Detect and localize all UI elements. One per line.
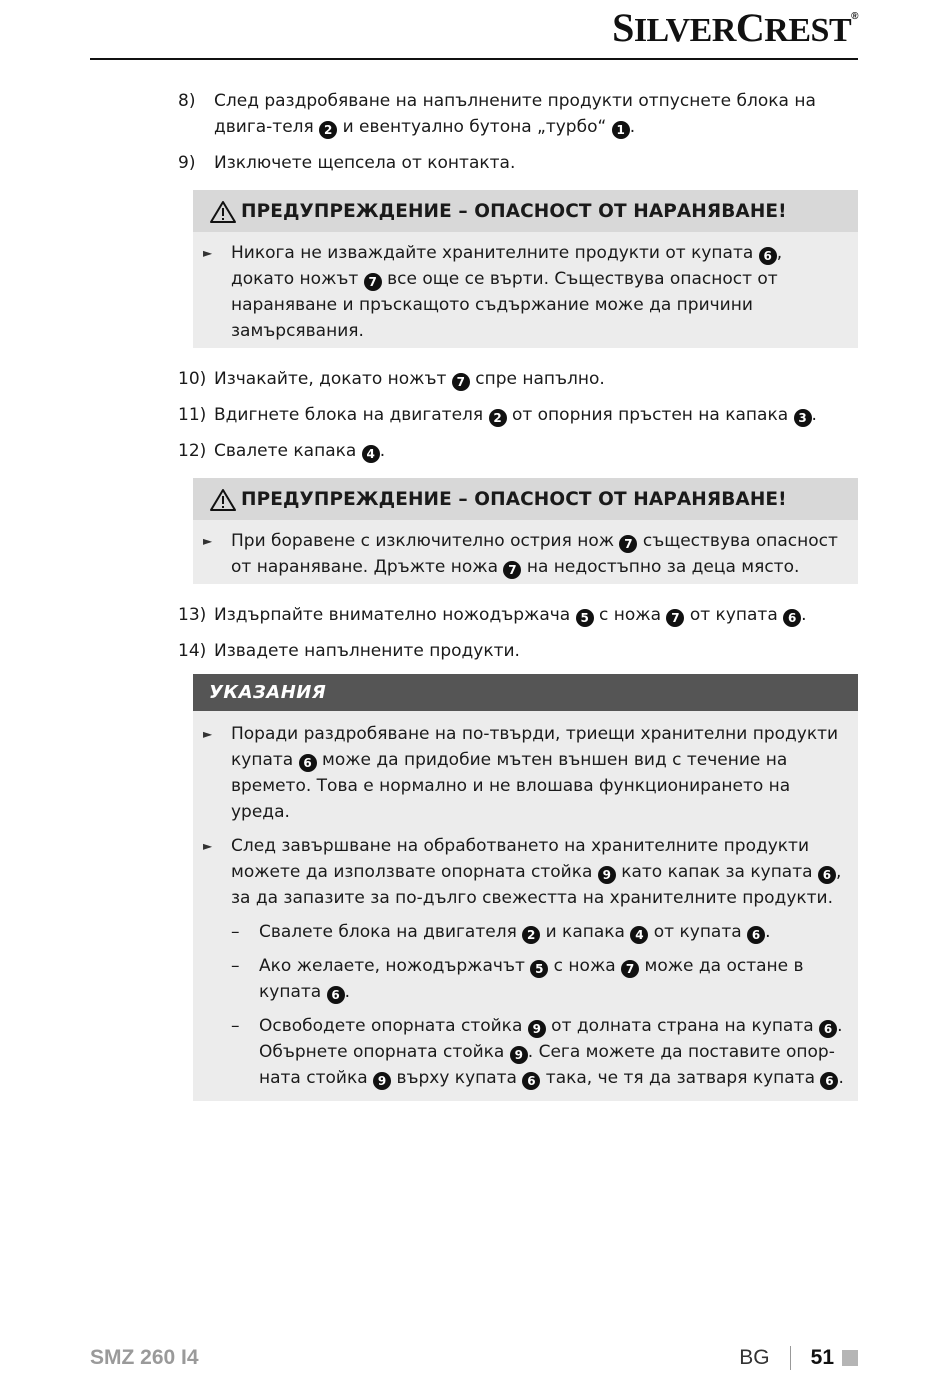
- step-text: Изключете щепсела от контакта.: [214, 153, 516, 173]
- warning-box: [193, 478, 858, 584]
- callout-7: 7: [503, 561, 521, 579]
- note-bullet: ► След завършване на обработването на хранителните продукти можете да използвате опорната стойка 9 като капак за купата 6 , за да запазите за по-дълго свежестта на хранителните продукти.: [193, 829, 858, 915]
- callout-7: 7: [452, 373, 470, 391]
- footer-language: BG: [739, 1346, 770, 1369]
- step-14: [178, 638, 858, 664]
- note-subitem: – Ако желаете, ножодържачът 5 с ножа 7 може да остане в купата 6 .: [193, 949, 858, 1009]
- footer-separator: [790, 1346, 791, 1370]
- callout-4: 4: [362, 445, 380, 463]
- step-text: Свалете капака 4 .: [214, 441, 386, 461]
- arrow-bullet-icon: ►: [203, 246, 213, 260]
- step-number: 14): [178, 641, 207, 661]
- callout-9: 9: [373, 1072, 391, 1090]
- warning-heading: ПРЕДУПРЕЖДЕНИЕ – ОПАСНОСТ ОТ НАРАНЯВАНЕ!: [193, 190, 858, 232]
- callout-6: 6: [783, 609, 801, 627]
- callout-6: 6: [327, 986, 345, 1004]
- step-text: Извадете напълнените продукти.: [214, 641, 520, 661]
- dash-bullet: –: [231, 922, 240, 942]
- note-subitem: – Освободете опорната стойка 9 от долната страна на купата 6 . Обърнете опорната стойка 9 . Сега можете да поставите опор-ната стойка 9 върху купата 6 така, че тя да затваря купата 6 .: [193, 1009, 858, 1095]
- step-number: 11): [178, 405, 207, 425]
- step-number: 13): [178, 605, 207, 625]
- callout-9: 9: [510, 1046, 528, 1064]
- note-bullet: ► Поради раздробяване на по-твърди, триещи хранителни продукти купата 6 може да придобие мътен външен вид с течение на времето. Това е нормално и не влошава функционирането на уреда.: [193, 717, 858, 829]
- step-9: [178, 150, 858, 176]
- callout-9: 9: [528, 1020, 546, 1038]
- step-11: [178, 402, 858, 428]
- footer-page-info: [739, 1346, 858, 1370]
- callout-4: 4: [630, 926, 648, 944]
- step-number: 8): [178, 91, 196, 111]
- callout-6: 6: [759, 247, 777, 265]
- callout-1: 1: [612, 121, 630, 139]
- silvercrest-logo: SILVERCREST®: [612, 5, 858, 50]
- dash-bullet: –: [231, 1016, 240, 1036]
- callout-2: 2: [489, 409, 507, 427]
- warning-triangle-icon: [209, 200, 237, 224]
- warning-bullet: ► Никога не изваждайте хранителните продукти от купата 6 , докато ножът 7 все още се върти. Съществува опасност от нараняване и пръскащото съдържание може да причини замърсявания.: [193, 232, 858, 348]
- callout-5: 5: [576, 609, 594, 627]
- step-text: След раздробяване на напълнените продукти отпуснете блока на двига-теля 2 и евентуално бутона „турбо“ 1 .: [214, 91, 816, 137]
- page-number: 51: [810, 1346, 834, 1369]
- arrow-bullet-icon: ►: [203, 727, 213, 741]
- dash-bullet: –: [231, 956, 240, 976]
- warning-heading: ПРЕДУПРЕЖДЕНИЕ – ОПАСНОСТ ОТ НАРАНЯВАНЕ!: [193, 478, 858, 520]
- step-number: 9): [178, 153, 196, 173]
- callout-6: 6: [299, 754, 317, 772]
- step-number: 10): [178, 369, 207, 389]
- header-rule: [90, 58, 858, 60]
- step-text: Вдигнете блока на двигателя 2 от опорния пръстен на капака 3 .: [214, 405, 817, 425]
- notes-box: [193, 674, 858, 1101]
- step-text: Издърпайте внимателно ножодържача 5 с ножа 7 от купата 6 .: [214, 605, 807, 625]
- callout-2: 2: [319, 121, 337, 139]
- callout-2: 2: [522, 926, 540, 944]
- callout-6: 6: [820, 1072, 838, 1090]
- step-10: [178, 366, 858, 392]
- callout-7: 7: [619, 535, 637, 553]
- arrow-bullet-icon: ►: [203, 839, 213, 853]
- arrow-bullet-icon: ►: [203, 534, 213, 548]
- step-13: [178, 602, 858, 628]
- step-8: [178, 88, 858, 140]
- callout-6: 6: [747, 926, 765, 944]
- callout-6: 6: [819, 1020, 837, 1038]
- warning-bullet: ► При боравене с изключително острия нож 7 съществува опасност от нараняване. Дръжте ножа 7 на недостъпно за деца място.: [193, 520, 858, 584]
- page-content: [178, 88, 858, 1101]
- warning-triangle-icon: [209, 488, 237, 512]
- step-number: 12): [178, 441, 207, 461]
- callout-7: 7: [621, 960, 639, 978]
- callout-7: 7: [364, 273, 382, 291]
- callout-5: 5: [530, 960, 548, 978]
- footer-model: SMZ 260 I4: [90, 1346, 199, 1369]
- callout-6: 6: [522, 1072, 540, 1090]
- step-12: [178, 438, 858, 464]
- step-text: Изчакайте, докато ножът 7 спре напълно.: [214, 369, 605, 389]
- callout-6: 6: [818, 866, 836, 884]
- page-marker-square-icon: [842, 1350, 858, 1366]
- callout-7: 7: [666, 609, 684, 627]
- notes-heading: УКАЗАНИЯ: [193, 674, 858, 711]
- callout-9: 9: [598, 866, 616, 884]
- callout-3: 3: [794, 409, 812, 427]
- warning-box: [193, 190, 858, 348]
- note-subitem: – Свалете блока на двигателя 2 и капака 4 от купата 6 .: [193, 915, 858, 949]
